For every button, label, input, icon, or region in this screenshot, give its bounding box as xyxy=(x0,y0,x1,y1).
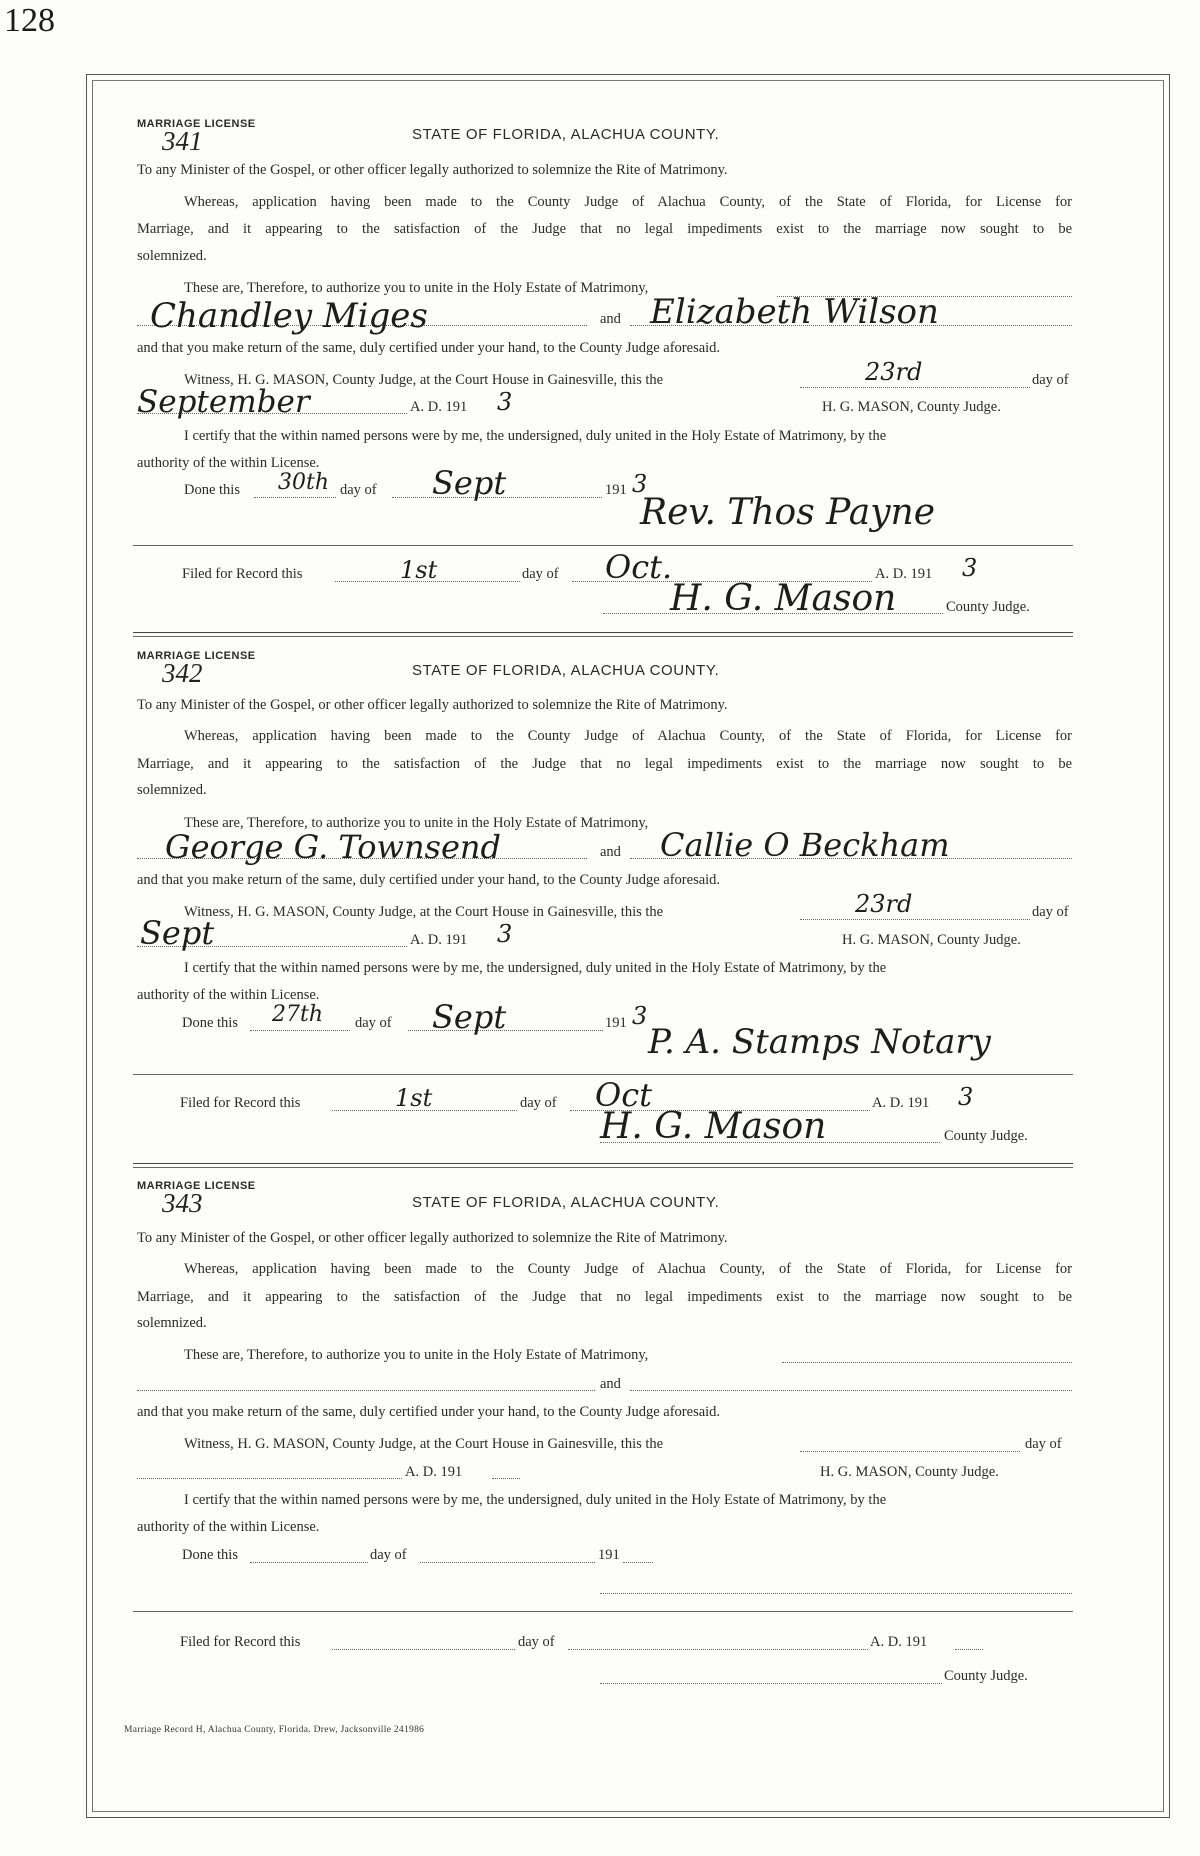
state-title: STATE OF FLORIDA, ALACHUA COUNTY. xyxy=(412,662,720,679)
filed-day: 1st xyxy=(395,1084,433,1112)
state-title: STATE OF FLORIDA, ALACHUA COUNTY. xyxy=(412,1194,720,1211)
judge-handwritten-signature: H. G. Mason xyxy=(670,578,897,619)
whereas-line-2: Marriage, and it appearing to the satisfaction of the Judge that no legal impediments exist to the marriage now sought to be xyxy=(137,1289,1072,1305)
license-label: MARRIAGE LICENSE xyxy=(137,1180,256,1192)
fill-line xyxy=(782,1362,1072,1363)
day-of-text: day of xyxy=(522,566,559,582)
filed-year-digit: 3 xyxy=(962,554,978,582)
certify-line-2: authority of the within License. xyxy=(137,455,320,471)
section-divider-double xyxy=(133,636,1073,637)
bride-line xyxy=(630,1390,1072,1391)
filed-month-line xyxy=(568,1649,868,1650)
bride-name: Elizabeth Wilson xyxy=(650,292,939,332)
issue-day-line xyxy=(800,387,1030,388)
state-title: STATE OF FLORIDA, ALACHUA COUNTY. xyxy=(412,126,720,143)
divider xyxy=(133,1074,1073,1075)
groom-name: George G. Townsend xyxy=(165,828,501,866)
judge-signature-text: H. G. MASON, County Judge. xyxy=(820,1464,999,1480)
year-prefix: 191 xyxy=(605,1015,627,1031)
county-judge-text: County Judge. xyxy=(944,1128,1028,1144)
year-prefix: 191 xyxy=(605,482,627,498)
certify-line-2: authority of the within License. xyxy=(137,987,320,1003)
license-number: 341 xyxy=(162,126,203,156)
day-of-text: day of xyxy=(340,482,377,498)
filed-text: Filed for Record this xyxy=(182,566,303,582)
license-label: MARRIAGE LICENSE xyxy=(137,118,256,130)
filed-year-line xyxy=(955,1649,983,1650)
ad-text: A. D. 191 xyxy=(410,399,468,415)
issue-day-line xyxy=(800,1451,1020,1452)
filed-text: Filed for Record this xyxy=(180,1634,301,1650)
and-text: and xyxy=(600,1376,621,1392)
license-number: 343 xyxy=(162,1188,203,1218)
certify-line-1: I certify that the within named persons were by me, the undersigned, duly united in the Holy Estate of Matrimony, by the xyxy=(184,428,887,444)
certify-line-2: authority of the within License. xyxy=(137,1519,320,1535)
whereas-line-3: solemnized. xyxy=(137,1315,207,1331)
done-day: 30th xyxy=(278,470,330,495)
make-return-text: and that you make return of the same, duly certified under your hand, to the County Judge aforesaid. xyxy=(137,1404,721,1420)
officiant-signature: P. A. Stamps Notary xyxy=(648,1022,991,1062)
section-divider-double xyxy=(133,1167,1073,1168)
section-divider xyxy=(133,1163,1073,1164)
certify-line-1: I certify that the within named persons were by me, the undersigned, duly united in the Holy Estate of Matrimony, by the xyxy=(184,1492,887,1508)
to-minister-text: To any Minister of the Gospel, or other officer legally authorized to solemnize the Rite of Matrimony. xyxy=(137,1230,728,1246)
ad-text: A. D. 191 xyxy=(872,1095,930,1111)
issue-month-line xyxy=(137,1478,402,1479)
license-label: MARRIAGE LICENSE xyxy=(137,650,256,662)
done-month-line xyxy=(420,1562,595,1563)
divider xyxy=(133,545,1073,546)
and-text: and xyxy=(600,844,621,860)
judge-handwritten-signature: H. G. Mason xyxy=(600,1106,827,1147)
divider xyxy=(133,1611,1073,1612)
issue-month: September xyxy=(137,384,310,420)
issue-day: 23rd xyxy=(855,890,913,918)
year-prefix: 191 xyxy=(598,1547,620,1563)
county-judge-line xyxy=(600,1683,942,1684)
witness-text: Witness, H. G. MASON, County Judge, at the Court House in Gainesville, this the xyxy=(184,904,664,920)
done-day: 27th xyxy=(272,1002,324,1027)
done-day-line xyxy=(250,1562,368,1563)
day-of-text: day of xyxy=(1032,372,1069,388)
county-judge-text: County Judge. xyxy=(946,599,1030,615)
done-year-digit: 3 xyxy=(632,470,648,498)
day-of-text: day of xyxy=(1032,904,1069,920)
day-of-text: day of xyxy=(370,1547,407,1563)
witness-text: Witness, H. G. MASON, County Judge, at the Court House in Gainesville, this the xyxy=(184,372,664,388)
county-judge-text: County Judge. xyxy=(944,1668,1028,1684)
ad-text: A. D. 191 xyxy=(405,1464,463,1480)
filed-text: Filed for Record this xyxy=(180,1095,301,1111)
make-return-text: and that you make return of the same, duly certified under your hand, to the County Judge aforesaid. xyxy=(137,340,721,356)
done-this-text: Done this xyxy=(182,1015,238,1031)
bride-name: Callie O Beckham xyxy=(660,826,950,864)
day-of-text: day of xyxy=(520,1095,557,1111)
whereas-line-1: Whereas, application having been made to the County Judge of Alachua County, of the State of Florida, for License for xyxy=(184,728,1072,744)
whereas-line-2: Marriage, and it appearing to the satisfaction of the Judge that no legal impediments exist to the marriage now sought to be xyxy=(137,756,1072,772)
these-are-text: These are, Therefore, to authorize you to unite in the Holy Estate of Matrimony, xyxy=(184,1347,649,1363)
to-minister-text: To any Minister of the Gospel, or other officer legally authorized to solemnize the Rite of Matrimony. xyxy=(137,162,728,178)
done-this-text: Done this xyxy=(184,482,240,498)
done-month: Sept xyxy=(432,998,507,1036)
certify-line-1: I certify that the within named persons were by me, the undersigned, duly united in the Holy Estate of Matrimony, by the xyxy=(184,960,887,976)
whereas-line-2: Marriage, and it appearing to the satisfaction of the Judge that no legal impediments exist to the marriage now sought to be xyxy=(137,221,1072,237)
section-divider xyxy=(133,632,1073,633)
judge-signature-text: H. G. MASON, County Judge. xyxy=(822,399,1001,415)
done-this-text: Done this xyxy=(182,1547,238,1563)
issue-day: 23rd xyxy=(865,358,923,386)
issue-year-line xyxy=(492,1478,520,1479)
filed-year-digit: 3 xyxy=(958,1083,974,1111)
filed-day: 1st xyxy=(400,556,438,584)
done-day-line xyxy=(254,497,336,498)
ad-text: A. D. 191 xyxy=(410,932,468,948)
issue-day-line xyxy=(800,919,1030,920)
whereas-line-3: solemnized. xyxy=(137,782,207,798)
issue-year-digit: 3 xyxy=(497,920,513,948)
done-day-line xyxy=(250,1030,350,1031)
done-year-digit: 3 xyxy=(632,1002,648,1030)
filed-month: Oct. xyxy=(605,548,673,586)
done-month: Sept xyxy=(432,464,507,502)
license-number: 342 xyxy=(162,658,203,688)
whereas-line-1: Whereas, application having been made to the County Judge of Alachua County, of the State of Florida, for License for xyxy=(184,1261,1072,1277)
issue-month: Sept xyxy=(140,914,215,952)
whereas-line-3: solemnized. xyxy=(137,248,207,264)
make-return-text: and that you make return of the same, duly certified under your hand, to the County Judge aforesaid. xyxy=(137,872,721,888)
officiant-line xyxy=(600,1593,1072,1594)
footer-imprint: Marriage Record H, Alachua County, Florida. Drew, Jacksonville 241986 xyxy=(124,1725,425,1735)
witness-text: Witness, H. G. MASON, County Judge, at the Court House in Gainesville, this the xyxy=(184,1436,664,1452)
day-of-text: day of xyxy=(1025,1436,1062,1452)
done-year-line xyxy=(623,1562,653,1563)
day-of-text: day of xyxy=(518,1634,555,1650)
judge-signature-text: H. G. MASON, County Judge. xyxy=(842,932,1021,948)
these-are-text: These are, Therefore, to authorize you to unite in the Holy Estate of Matrimony, xyxy=(184,280,649,296)
whereas-line-1: Whereas, application having been made to the County Judge of Alachua County, of the State of Florida, for License for xyxy=(184,194,1072,210)
officiant-signature: Rev. Thos Payne xyxy=(640,492,936,533)
issue-year-digit: 3 xyxy=(497,388,513,416)
ad-text: A. D. 191 xyxy=(875,566,933,582)
and-text: and xyxy=(600,311,621,327)
to-minister-text: To any Minister of the Gospel, or other officer legally authorized to solemnize the Rite of Matrimony. xyxy=(137,697,728,713)
groom-name: Chandley Miges xyxy=(150,296,428,336)
these-are-text: These are, Therefore, to authorize you to unite in the Holy Estate of Matrimony, xyxy=(184,815,649,831)
ad-text: A. D. 191 xyxy=(870,1634,928,1650)
groom-line xyxy=(137,1390,595,1391)
filed-day-line xyxy=(332,1649,515,1650)
filed-month: Oct xyxy=(595,1076,653,1114)
page-number: 128 xyxy=(4,2,55,39)
day-of-text: day of xyxy=(355,1015,392,1031)
